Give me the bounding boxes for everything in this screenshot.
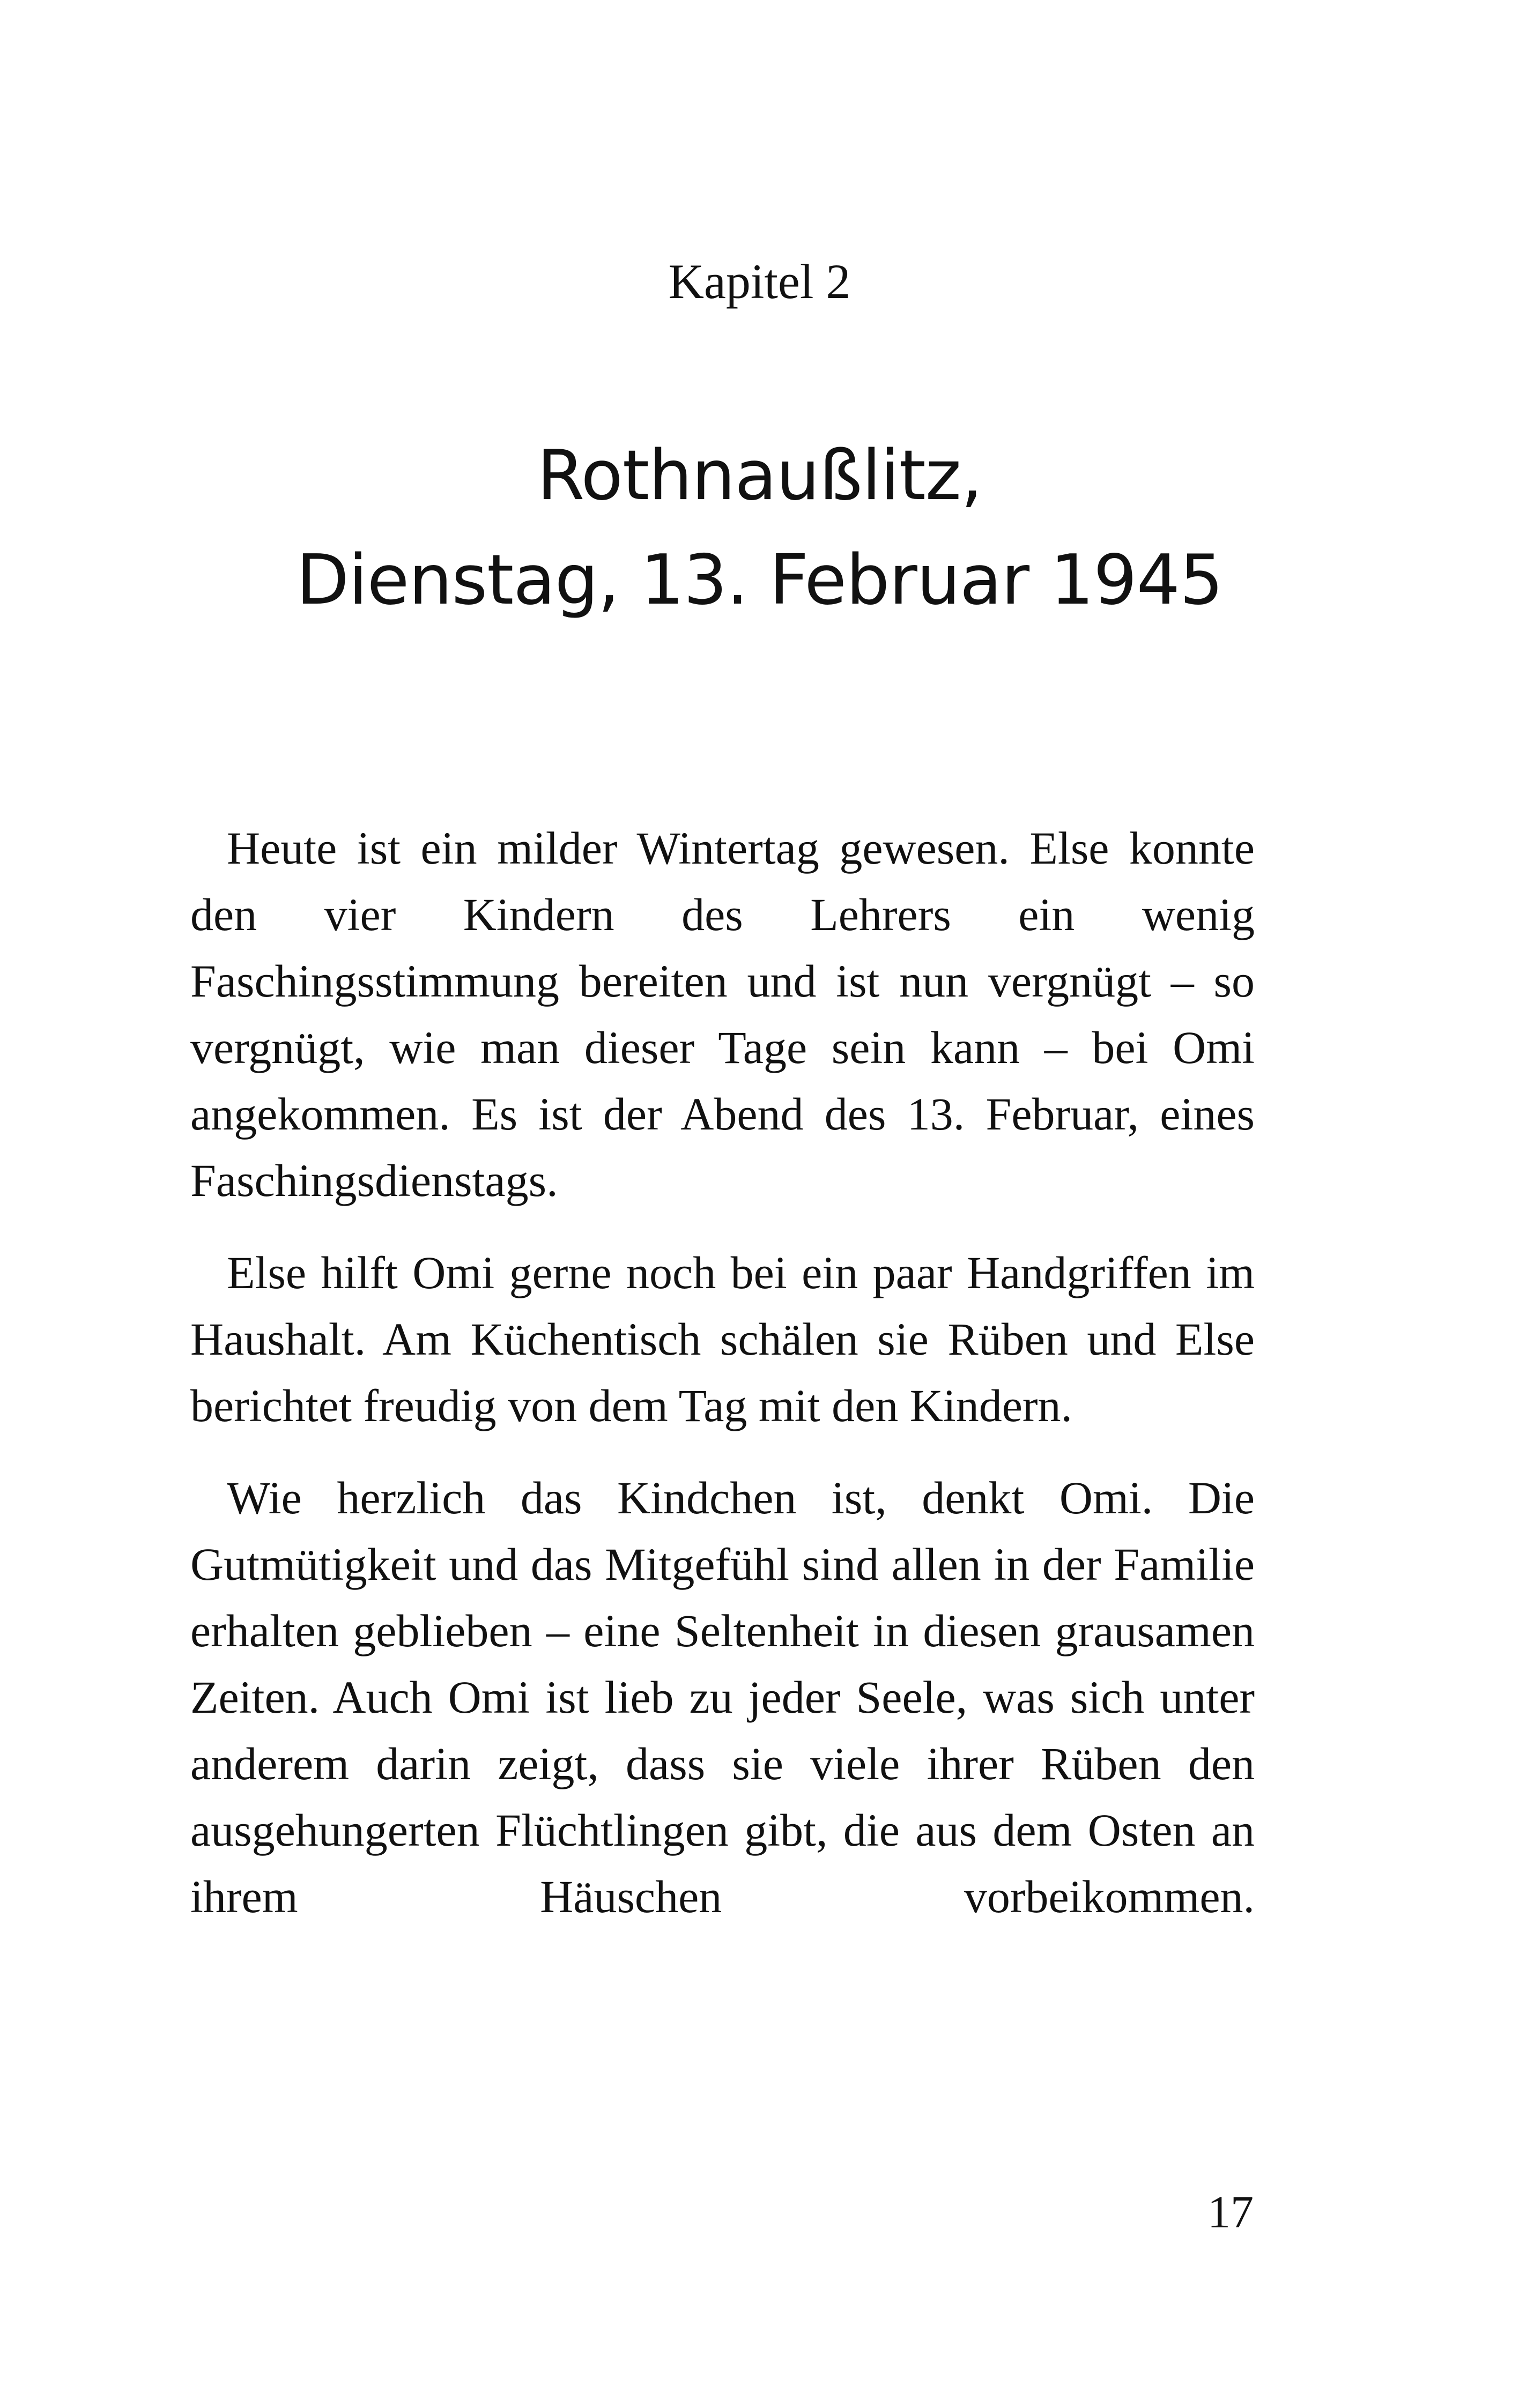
chapter-title-line-1: Rothnaußlitz, (537, 436, 982, 516)
body-text (190, 815, 1255, 1956)
paragraph-2: Else hilft Omi gerne noch bei ein paar Handgriffen im Haushalt. Am Küchentisch schälen sie Rüben und Else berichtet freudig von dem Tag mit den Kindern. (190, 1247, 1255, 1431)
chapter-title (0, 423, 1519, 633)
paragraph-3: Wie herzlich das Kindchen ist, denkt Omi. Die Gutmütigkeit und das Mitgefühl sind allen in der Familie erhalten geblieben – eine Seltenheit in diesen grausamen Zeiten. Auch Omi ist lieb zu jeder Seele, was sich unter anderem darin zeigt, dass sie viele ihrer Rüben den ausgehungerten Flüchtlingen gibt, die aus dem Osten an ihrem Häuschen vorbeikommen. (190, 1472, 1255, 1922)
chapter-title-line-2: Dienstag, 13. Februar 1945 (296, 540, 1223, 620)
page-number: 17 (1207, 2186, 1254, 2238)
chapter-label: Kapitel 2 (668, 254, 851, 309)
paragraph-1: Heute ist ein milder Wintertag gewesen. Else konnte den vier Kindern des Lehrers ein wenig Faschingsstimmung bereiten und ist nun vergnügt – so vergnügt, wie man dieser Tage sein kann – bei Omi angekommen. Es ist der Abend des 13. Februar, eines Faschingsdienstags. (190, 822, 1255, 1206)
